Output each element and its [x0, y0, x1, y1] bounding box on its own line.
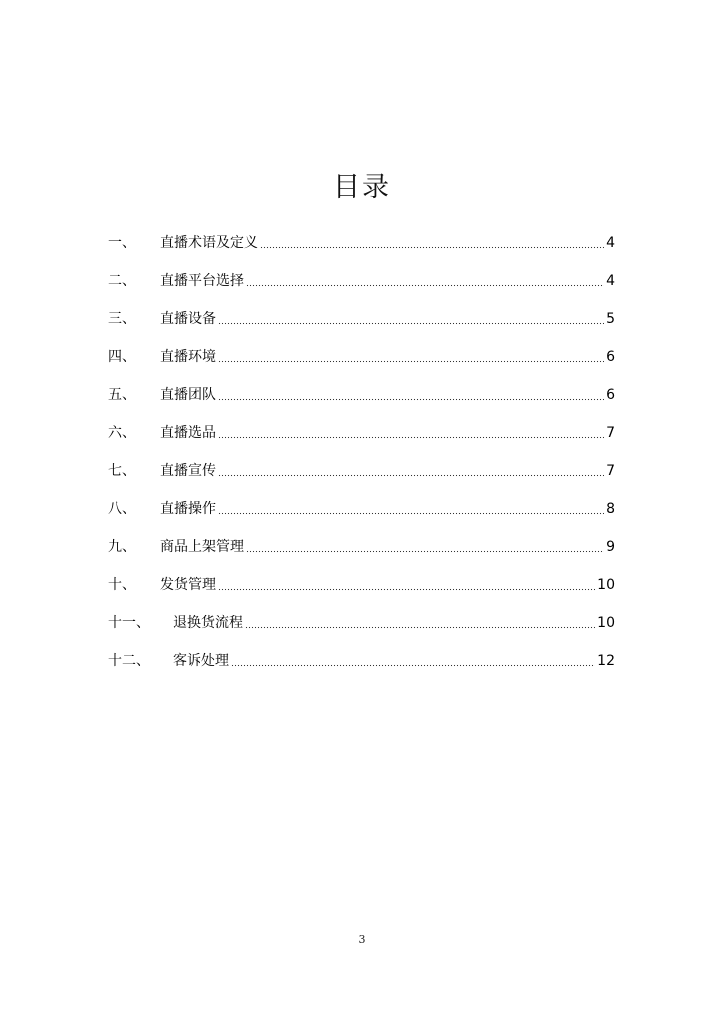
toc-entry-number: 三、: [108, 311, 136, 327]
toc-entry-label: 发货管理: [160, 577, 216, 593]
toc-entry[interactable]: [108, 300, 615, 338]
toc-entry-page: 4: [606, 235, 615, 251]
toc-entry-number: 一、: [108, 235, 136, 251]
toc-entry-number: 十二、: [108, 653, 150, 669]
toc-dot-leader: [218, 309, 604, 329]
toc-dot-leader: [260, 233, 604, 253]
toc-entry[interactable]: [108, 528, 615, 566]
toc-title: 目录: [333, 172, 391, 203]
toc-entry-label: 直播设备: [160, 311, 216, 327]
toc-dot-leader: [218, 461, 604, 481]
toc-dot-leader: [231, 651, 595, 671]
toc-entry-label: 直播平台选择: [160, 273, 244, 289]
toc-entry-number: 六、: [108, 425, 136, 441]
toc-entry-number: 二、: [108, 273, 136, 289]
toc-entry[interactable]: [108, 414, 615, 452]
toc-dot-leader: [218, 347, 604, 367]
toc-dot-leader: [246, 271, 604, 291]
toc-entry-label: 直播团队: [160, 387, 216, 403]
toc-dot-leader: [246, 537, 604, 557]
toc-dot-leader: [245, 613, 595, 633]
toc-entry-page: 10: [597, 577, 615, 593]
toc-entry-page: 6: [606, 387, 615, 403]
toc-entry-page: 6: [606, 349, 615, 365]
toc-entry-number: 五、: [108, 387, 136, 403]
page-number: 3: [358, 933, 366, 946]
toc-entry-label: 直播术语及定义: [160, 235, 258, 251]
toc-entry[interactable]: [108, 566, 615, 604]
toc-entry-number: 四、: [108, 349, 136, 365]
toc-entry[interactable]: [108, 224, 615, 262]
toc-entry-page: 7: [606, 425, 615, 441]
toc-entry[interactable]: [108, 376, 615, 414]
toc-entry-label: 直播选品: [160, 425, 216, 441]
toc-entry[interactable]: [108, 262, 615, 300]
toc-entry-page: 4: [606, 273, 615, 289]
toc-entry-number: 七、: [108, 463, 136, 479]
toc-entry-label: 退换货流程: [173, 615, 243, 631]
toc-entry-label: 直播宣传: [160, 463, 216, 479]
toc-entry-number: 十、: [108, 577, 136, 593]
toc-entry-page: 5: [606, 311, 615, 327]
toc-entry[interactable]: [108, 338, 615, 376]
toc-entry[interactable]: [108, 642, 615, 680]
toc-entry[interactable]: [108, 490, 615, 528]
toc-entry-page: 9: [606, 539, 615, 555]
toc-entry-number: 十一、: [108, 615, 150, 631]
toc-dot-leader: [218, 499, 604, 519]
toc-entry-number: 九、: [108, 539, 136, 555]
toc-entry[interactable]: [108, 604, 615, 642]
toc-entry-label: 直播操作: [160, 501, 216, 517]
toc-entry-label: 客诉处理: [173, 653, 229, 669]
toc-entry-label: 直播环境: [160, 349, 216, 365]
table-of-contents: [108, 224, 615, 680]
toc-entry-page: 12: [597, 653, 615, 669]
toc-entry[interactable]: [108, 452, 615, 490]
toc-dot-leader: [218, 385, 604, 405]
toc-entry-page: 7: [606, 463, 615, 479]
toc-dot-leader: [218, 575, 595, 595]
toc-entry-page: 8: [606, 501, 615, 517]
toc-entry-number: 八、: [108, 501, 136, 517]
toc-entry-page: 10: [597, 615, 615, 631]
toc-entry-label: 商品上架管理: [160, 539, 244, 555]
toc-dot-leader: [218, 423, 604, 443]
